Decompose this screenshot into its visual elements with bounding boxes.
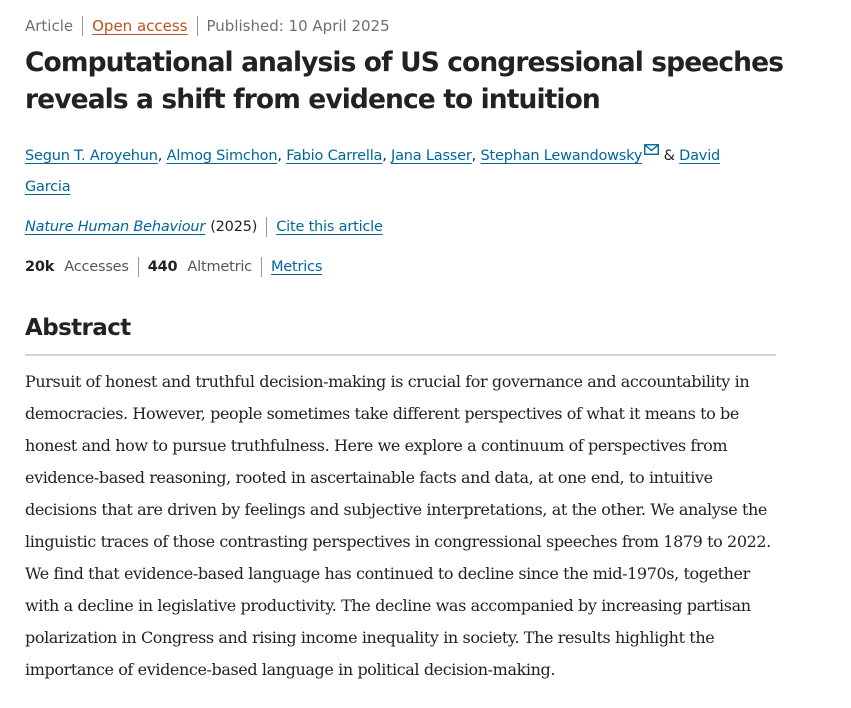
accesses-label: Accesses: [64, 259, 129, 275]
publication-year: (2025): [210, 219, 258, 235]
meta-divider: [138, 257, 139, 277]
author-link[interactable]: Almog Simchon: [166, 148, 278, 164]
abstract-heading: Abstract: [25, 315, 131, 341]
authors-joiner: &: [663, 148, 675, 164]
article-metrics: [25, 255, 322, 279]
journal-link[interactable]: Nature Human Behaviour: [25, 219, 206, 235]
author-link[interactable]: Fabio Carrella: [286, 148, 383, 164]
open-access-link[interactable]: Open access: [92, 17, 188, 35]
meta-divider: [266, 217, 267, 237]
cite-article-link[interactable]: Cite this article: [276, 219, 383, 235]
altmetric-count: 440: [147, 259, 178, 275]
journal-info: [25, 215, 383, 239]
altmetric-label: Altmetric: [187, 259, 252, 275]
article-type: Article: [25, 17, 74, 35]
article-meta-bar: [25, 15, 390, 37]
author-link[interactable]: David Garcia: [25, 148, 721, 195]
author-list: Segun T. Aroyehun, Almog Simchon, Fabio Carrella, Jana Lasser, Stephan Lewandowsky & David Garcia: [25, 136, 745, 203]
published-date: Published: 10 April 2025: [206, 17, 390, 35]
author-link[interactable]: Stephan Lewandowsky: [480, 148, 643, 164]
author-link[interactable]: Jana Lasser: [391, 148, 472, 164]
article-title: Computational analysis of US congressional speeches reveals a shift from evidence to intuition: [25, 47, 784, 115]
meta-divider: [82, 16, 83, 36]
abstract-divider: [25, 354, 776, 356]
meta-divider: [197, 16, 198, 36]
abstract-text: Pursuit of honest and truthful decision-making is crucial for governance and accountability in democracies. However, people sometimes take different perspectives of what it means to be honest and how to pursue truthfulness. Here we explore a continuum of perspectives from evidence-based reasoning, rooted in ascertainable facts and data, at one end, to intuitive decisions that are driven by feelings and subjective interpretations, at the other. We analyse the linguistic traces of those contrasting perspectives in congressional speeches from 1879 to 2022. We find that evidence-based language has continued to decline since the mid-1970s, together with a decline in legislative productivity. The decline was accompanied by increasing partisan polarization in Congress and rising income inequality in society. The results highlight the importance of evidence-based language in political decision-making.: [25, 372, 771, 679]
meta-divider: [261, 257, 262, 277]
envelope-icon[interactable]: [644, 136, 659, 167]
author-link[interactable]: Segun T. Aroyehun: [25, 148, 158, 164]
accesses-count: 20k: [25, 259, 55, 275]
metrics-link[interactable]: Metrics: [270, 259, 323, 275]
